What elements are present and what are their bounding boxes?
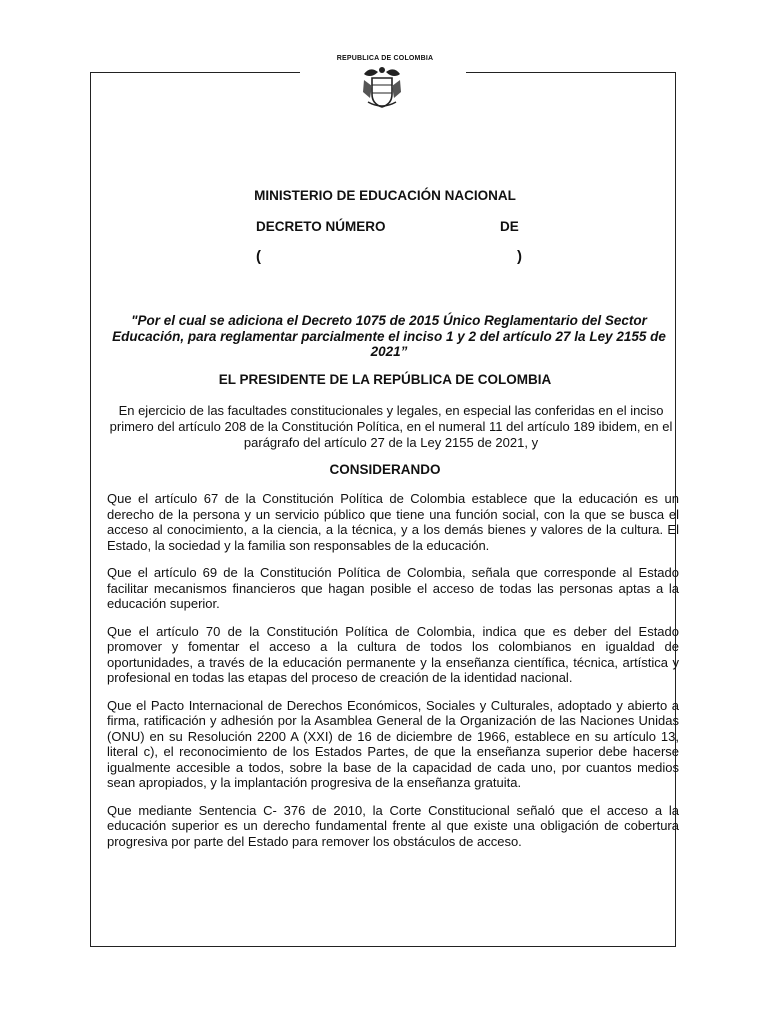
decree-title: "Por el cual se adiciona el Decreto 1075 de 2015 Único Reglamentario del Sector Educación, para reglamentar parcialmente el inciso 1 y 2 del artículo 27 la Ley 2155 de 2021” (112, 313, 666, 359)
paragraph-article-67: Que el artículo 67 de la Constitución Política de Colombia establece que la educación es un derecho de la persona y un servicio público que tiene una función social, con la que se busca el acceso al conocimiento, a la ciencia, a la técnica, y a los demás bienes y valores de la cultura. El Estado, la sociedad y la familia son responsables de la educación. (107, 491, 679, 553)
decree-date-label: DE (500, 219, 519, 234)
faculties-paragraph: En ejercicio de las facultades constitucionales y legales, en especial las conferidas en el inciso primero del artículo 208 de la Constitución Política, en el numeral 11 del artículo 189 ibidem, en el parágrafo del artículo 27 de la Ley 2155 de 2021, y (109, 403, 673, 450)
paragraph-article-69: Que el artículo 69 de la Constitución Política de Colombia, señala que corresponde al Estado facilitar mecanismos financieros que hagan posible el acceso de todas las personas aptas a la educación superior. (107, 565, 679, 611)
considering-paragraphs (107, 491, 679, 861)
ministry-heading: MINISTERIO DE EDUCACIÓN NACIONAL (254, 188, 516, 203)
considering-heading: CONSIDERANDO (329, 462, 441, 477)
decree-number-label: DECRETO NÚMERO (256, 219, 386, 234)
date-paren-open: ( (256, 248, 261, 265)
header-country: REPUBLICA DE COLOMBIA (336, 55, 434, 62)
president-heading: EL PRESIDENTE DE LA REPÚBLICA DE COLOMBIA (218, 372, 552, 387)
paragraph-international-pact: Que el Pacto Internacional de Derechos Económicos, Sociales y Culturales, adoptado y abierto a firma, ratificación y adhesión por la Asamblea General de la Organización de las Naciones Unidas (ONU) en su Resolución 2200 A (XXI) de 16 de diciembre de 1966, establece en su artículo 13, literal c), el reconocimiento de los Estados Partes, de que la enseñanza superior debe hacerse igualmente accesible a todos, sobre la base de la capacidad de cada uno, por cuantos medios sean apropiados, y la implantación progresiva de la enseñanza gratuita. (107, 697, 679, 790)
paragraph-sentencia-c376: Que mediante Sentencia C- 376 de 2010, la Corte Constitucional señaló que el acceso a la educación superior es un derecho fundamental frente al que existe una obligación de cobertura progresiva por parte del Estado para remover los obstáculos de acceso. (107, 802, 679, 849)
date-paren-close: ) (517, 248, 522, 265)
paragraph-article-70: Que el artículo 70 de la Constitución Política de Colombia, indica que es deber del Estado promover y fomentar el acceso a la cultura de todos los colombianos en igualdad de oportunidades, a través de la educación permanente y la enseñanza científica, técnica, artística y profesional en todas las etapas del proceso de creación de la identidad nacional. (107, 623, 679, 685)
